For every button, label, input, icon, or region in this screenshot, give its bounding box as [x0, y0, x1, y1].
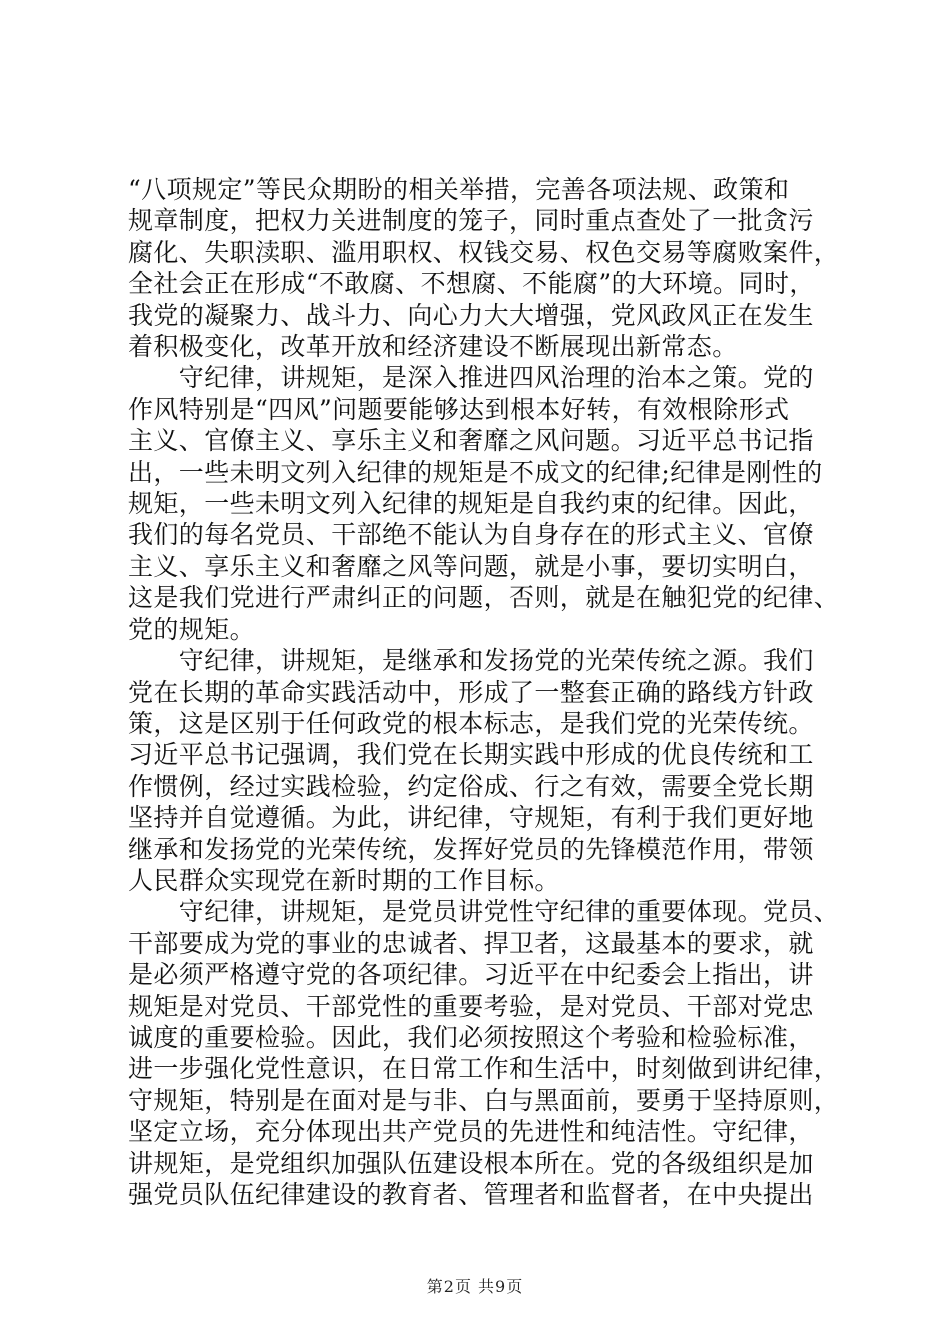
text-line: 是必须严格遵守党的各项纪律。习近平在中纪委会上指出，讲 [128, 960, 814, 990]
text-line: 进一步强化党性意识，在日常工作和生活中，时刻做到讲纪律， [128, 1054, 840, 1084]
text-line: 干部要成为党的事业的忠诚者、捍卫者，这最基本的要求，就 [128, 928, 814, 958]
text-line: 人民群众实现党在新时期的工作目标。 [128, 865, 560, 895]
text-line: 规章制度，把权力关进制度的笼子，同时重点查处了一批贪污 [128, 206, 814, 236]
text-line: 规矩是对党员、干部党性的重要考验，是对党员、干部对党忠 [128, 991, 814, 1021]
text-line: 党的规矩。 [128, 614, 256, 644]
text-line: 坚定立场，充分体现出共产党员的先进性和纯洁性。守纪律， [128, 1117, 814, 1147]
text-line: 主义、官僚主义、享乐主义和奢靡之风问题。习近平总书记指 [128, 426, 814, 456]
text-line: 着积极变化，改革开放和经济建设不断展现出新常态。 [128, 332, 738, 362]
text-line: 继承和发扬党的光荣传统，发挥好党员的先锋模范作用，带领 [128, 834, 814, 864]
text-line: 规矩，一些未明文列入纪律的规矩是自我约束的纪律。因此， [128, 489, 814, 519]
text-line: 主义、享乐主义和奢靡之风等问题，就是小事，要切实明白， [128, 551, 814, 581]
text-line: 强党员队伍纪律建设的教育者、管理者和监督者，在中央提出 [128, 1180, 814, 1209]
text-line: 策，这是区别于任何政党的根本标志，是我们党的光荣传统。 [128, 708, 814, 738]
text-line: 党在长期的革命实践活动中，形成了一整套正确的路线方针政 [128, 677, 814, 707]
text-line: “八项规定”等民众期盼的相关举措，完善各项法规、政策和 [128, 175, 790, 204]
text-line: 我们的每名党员、干部绝不能认为自身存在的形式主义、官僚 [128, 520, 814, 550]
text-line: 守纪律，讲规矩，是继承和发扬党的光荣传统之源。我们 [128, 646, 814, 676]
text-line: 全社会正在形成“不敢腐、不想腐、不能腐”的大环境。同时， [128, 269, 815, 299]
text-line: 习近平总书记强调，我们党在长期实践中形成的优良传统和工 [128, 740, 814, 770]
text-line: 作惯例，经过实践检验，约定俗成、行之有效，需要全党长期 [128, 771, 814, 801]
text-line: 守规矩，特别是在面对是与非、白与黑面前，要勇于坚持原则， [128, 1085, 840, 1115]
text-line: 守纪律，讲规矩，是党员讲党性守纪律的重要体现。党员、 [128, 897, 840, 927]
text-line: 诚度的重要检验。因此，我们必须按照这个考验和检验标准， [128, 1022, 814, 1052]
text-line: 讲规矩，是党组织加强队伍建设根本所在。党的各级组织是加 [128, 1148, 814, 1178]
text-line: 我党的凝聚力、战斗力、向心力大大增强，党风政风正在发生 [128, 300, 814, 330]
body-text [128, 174, 840, 1210]
text-line: 作风特别是“四风”问题要能够达到根本好转，有效根除形式 [128, 394, 790, 424]
text-line: 出，一些未明文列入纪律的规矩是不成文的纪律;纪律是刚性的 [128, 457, 823, 487]
page-number-footer: 第2页 共9页 [426, 1277, 524, 1296]
text-line: 守纪律，讲规矩，是深入推进四风治理的治本之策。党的 [128, 363, 814, 393]
text-line: 腐化、失职渎职、滥用职权、权钱交易、权色交易等腐败案件， [128, 237, 840, 267]
text-line: 这是我们党进行严肃纠正的问题，否则，就是在触犯党的纪律、 [128, 583, 840, 613]
text-line: 坚持并自觉遵循。为此，讲纪律，守规矩，有利于我们更好地 [128, 803, 814, 833]
